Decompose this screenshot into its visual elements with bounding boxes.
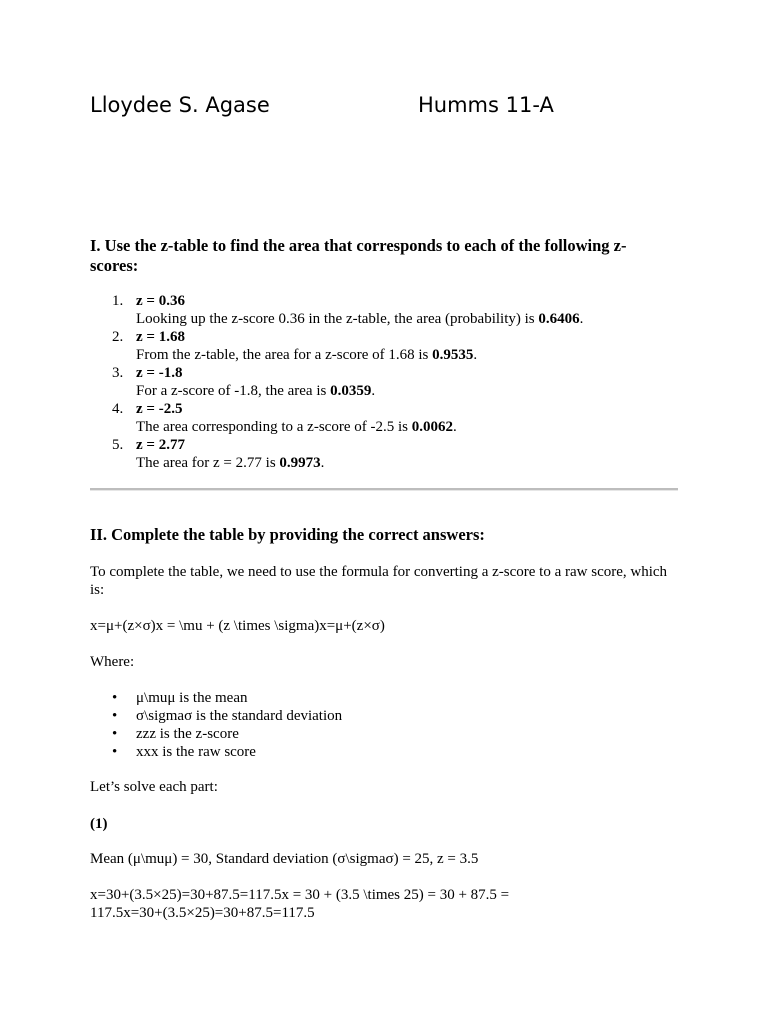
item-text: The area for z = 2.77 is	[136, 455, 280, 471]
z-value: z = -1.8	[136, 365, 183, 381]
item-text: Looking up the z-score 0.36 in the z-table, the area (probability) is	[136, 311, 539, 327]
list-item: • σ\sigmaσ is the standard deviation	[90, 707, 342, 725]
item-text: For a z-score of -1.8, the area is	[136, 383, 331, 399]
item-answer: 0.0359	[330, 383, 372, 399]
where-label: Where:	[90, 654, 135, 670]
list-item	[90, 400, 680, 436]
item-end: .	[452, 419, 457, 435]
item-text: From the z-table, the area for a z-score of 1.68 is	[136, 347, 433, 363]
item-end: .	[473, 347, 478, 363]
item-text: The area corresponding to a z-score of -2.5 is	[136, 419, 412, 435]
formula-line: x=μ+(z×σ)x = \mu + (z \times \sigma)x=μ+(z×σ)	[90, 618, 385, 634]
intro-paragraph: To complete the table, we need to use the formula for converting a z-score to a raw score, which is:	[90, 564, 668, 598]
item-end: .	[579, 311, 584, 327]
part1-heading: I. Use the z-table to find the area that corresponds to each of the following z-scores:	[90, 236, 627, 275]
section-divider	[90, 488, 678, 491]
item-answer: 0.9535	[432, 347, 474, 363]
item-end: .	[320, 455, 325, 471]
list-item	[90, 364, 680, 400]
z-value: z = 0.36	[136, 293, 185, 309]
list-item	[90, 436, 680, 472]
list-item: • zzz is the z-score	[90, 725, 342, 743]
given-values: Mean (μ\muμ) = 30, Standard deviation (σ\sigmaσ) = 25, z = 3.5	[90, 851, 479, 867]
item-number: 3.	[112, 365, 124, 381]
calculation: x=30+(3.5×25)=30+87.5=117.5x = 30 + (3.5 \times 25) = 30 + 87.5 = 117.5x=30+(3.5×25)=30+87.5=117.5	[90, 887, 510, 921]
solve-intro: Let’s solve each part:	[90, 779, 218, 795]
z-value: z = -2.5	[136, 401, 183, 417]
item-end: .	[371, 383, 376, 399]
item-number: 5.	[112, 437, 124, 453]
list-item	[90, 292, 680, 328]
z-value: z = 2.77	[136, 437, 185, 453]
zscore-list	[90, 292, 680, 472]
item-number: 2.	[112, 329, 124, 345]
part2-heading: II. Complete the table by providing the correct answers:	[90, 525, 485, 544]
item-number: 4.	[112, 401, 124, 417]
list-item	[90, 328, 680, 364]
z-value: z = 1.68	[136, 329, 185, 345]
item-answer: 0.9973	[279, 455, 321, 471]
student-name: Lloydee S. Agase	[90, 93, 270, 117]
list-item: • μ\muμ is the mean	[90, 689, 342, 707]
class-section: Humms 11-A	[418, 93, 554, 117]
list-item: • xxx is the raw score	[90, 743, 342, 761]
item-number: 1.	[112, 293, 124, 309]
item-answer: 0.0062	[411, 419, 453, 435]
definition-list	[90, 689, 342, 761]
part-label: (1)	[90, 816, 108, 832]
item-answer: 0.6406	[538, 311, 580, 327]
